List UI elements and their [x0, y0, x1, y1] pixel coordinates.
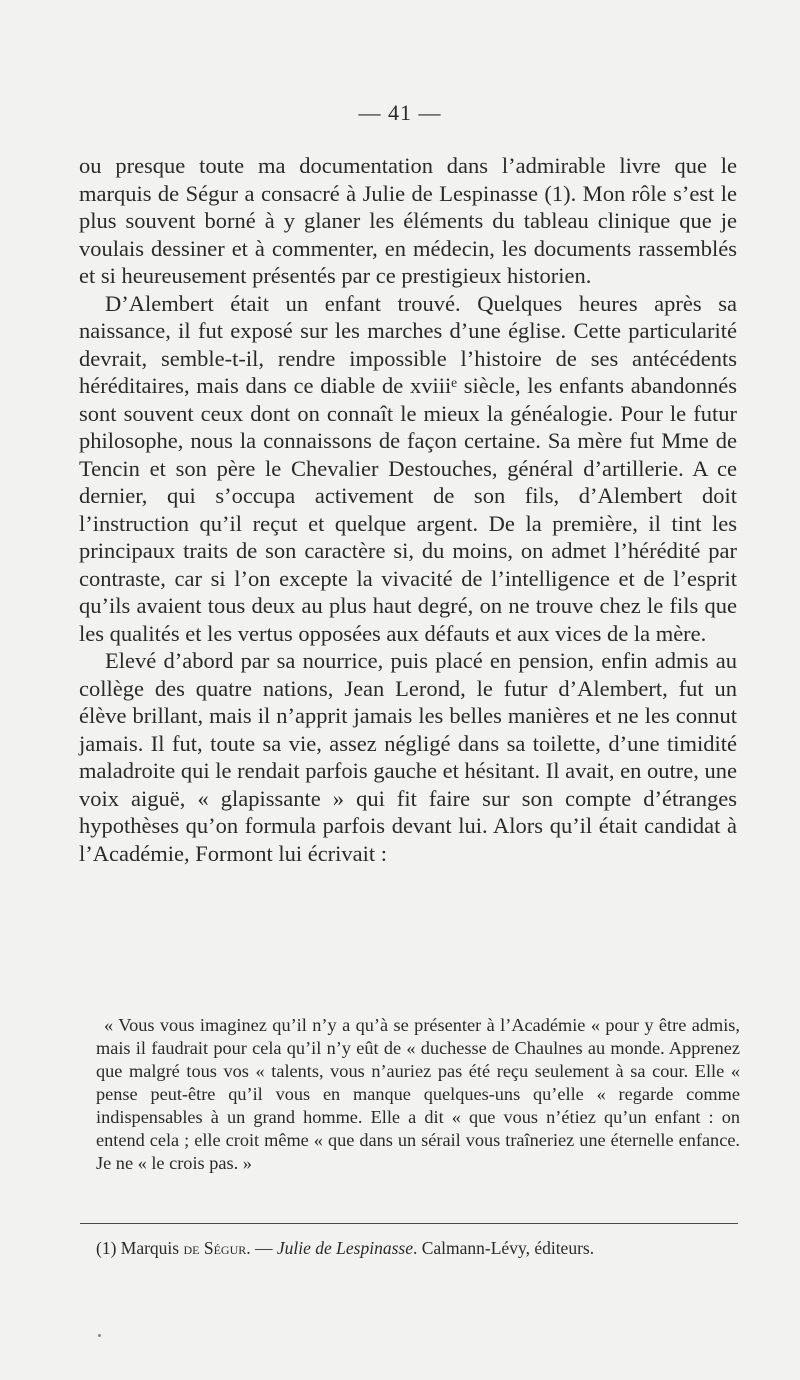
- footnote-marker: (1) Marquis: [96, 1238, 184, 1258]
- main-text: [79, 152, 737, 867]
- quote-text: « Vous vous imaginez qu’il n’y a qu’à se présenter à l’Académie « pour y être admis, mais il faudrait pour cela qu’il n’y eût de « duchesse de Chaulnes au monde. Apprenez que malgré tous vos « talents, vous n’auriez pas été reçu seulement à sa cour. Elle « pense peut-être qu’il vous en manque quelques-uns qu’elle « regarde comme indispensables à un grand homme. Elle a dit « que vous n’étiez qu’un enfant : on entend cela ; elle croit même « que dans un sérail vous traîneriez une éternelle enfance. Je ne « le crois pas. »: [96, 1015, 740, 1173]
- footnote-title: Julie de Lespinasse: [276, 1238, 413, 1258]
- block-quote: [96, 1014, 740, 1175]
- ink-speck: [98, 1334, 101, 1337]
- footnote-rule: [80, 1223, 738, 1224]
- footnote-publisher: . Calmann-Lévy, éditeurs.: [412, 1238, 595, 1258]
- paragraph-1: ou presque toute ma documentation dans l’admirable livre que le marquis de Ségur a consacré à Julie de Lespinasse (1). Mon rôle s’est le plus souvent borné à y glaner les éléments du tableau clinique que je voulais dessiner et à commenter, en médecin, les documents rassemblés et si heureusement présentés par ce prestigieux historien.: [79, 153, 737, 288]
- page-number: — 41 —: [358, 100, 442, 125]
- footnote-separator: . —: [246, 1238, 277, 1258]
- paragraph-3: Elevé d’abord par sa nourrice, puis placé en pension, enfin admis au collège des quatre nations, Jean Lerond, le futur d’Alembert, fut un élève brillant, mais il n’apprit jamais les belles manières et ne les connut jamais. Il fut, toute sa vie, assez négligé dans sa toilette, d’une timidité maladroite qui le rendait parfois gauche et hésitant. Il avait, en outre, une voix aiguë, « glapissante » qui fit faire sur son compte d’étranges hypothèses qu’on formula parfois devant lui. Alors qu’il était candidat à l’Académie, Formont lui écrivait :: [79, 648, 737, 866]
- paragraph-2: D’Alembert était un enfant trouvé. Quelques heures après sa naissance, il fut exposé sur les marches d’une église. Cette particularité devrait, semble-t-il, rendre impossible l’histoire de ses antécédents héréditaires, mais dans ce diable de xviiiᵉ siècle, les enfants abandonnés sont souvent ceux dont on connaît le mieux la généalogie. Pour le futur philosophe, nous la connaissons de façon certaine. Sa mère fut Mme de Tencin et son père le Chevalier Destouches, général d’artillerie. A ce dernier, qui s’occupa activement de son fils, d’Alembert doit l’instruction qu’il reçut et quelque argent. De la première, il tint les principaux traits de son caractère si, du moins, on admet l’hérédité par contraste, car si l’on excepte la vivacité de l’intelligence et de l’esprit qu’ils avaient tous deux au plus haut degré, on ne trouve chez le fils que les qualités et les vertus opposées aux défauts et aux vices de la mère.: [79, 290, 737, 646]
- footnote-author: de Ségur: [183, 1238, 247, 1258]
- footnote: [96, 1237, 736, 1259]
